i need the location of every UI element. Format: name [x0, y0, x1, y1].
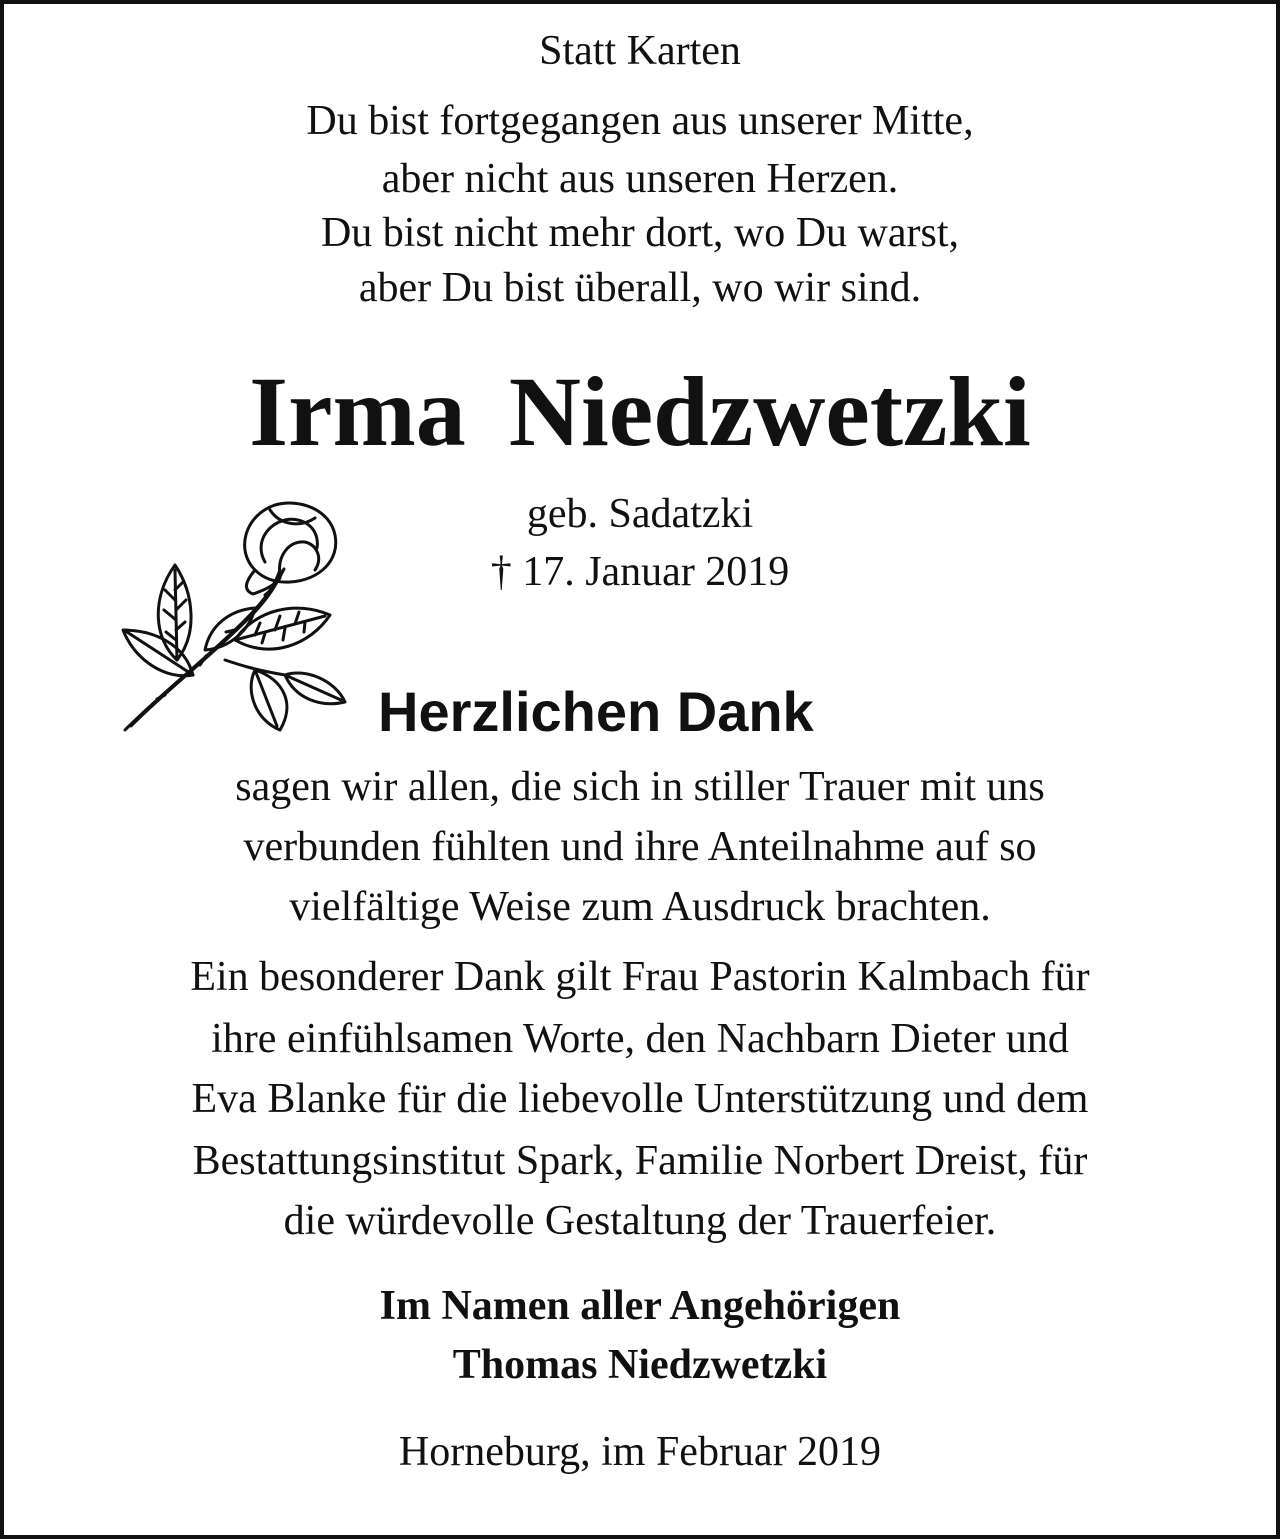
deceased-name: Irma Niedzwetzki [249, 356, 1031, 467]
poem-line-2: aber nicht aus unseren Herzen. [381, 156, 899, 202]
death-date: † 17. Januar 2019 [490, 549, 790, 595]
signature-line-2: Thomas Niedzwetzki [452, 1342, 828, 1388]
body-line-4: Ein besonderer Dank gilt Frau Pastorin Kalmbach für [190, 954, 1090, 1000]
body-line-7: Bestattungsinstitut Spark, Familie Norbert Dreist, für [192, 1138, 1088, 1184]
place-date: Horneburg, im Februar 2019 [398, 1429, 882, 1475]
header-text: Statt Karten [539, 28, 741, 74]
poem-line-1: Du bist fortgegangen aus unserer Mitte, [306, 98, 974, 144]
birth-name: geb. Sadatzki [526, 491, 754, 537]
body-line-8: die würdevolle Gestaltung der Trauerfeier. [283, 1198, 997, 1244]
body-line-6: Eva Blanke für die liebevolle Unterstützung und dem [191, 1076, 1089, 1122]
body-line-2: verbunden fühlten und ihre Anteilnahme auf so [243, 824, 1037, 870]
signature-line-1: Im Namen aller Angehörigen [379, 1283, 901, 1329]
poem-line-4: aber Du bist überall, wo wir sind. [358, 265, 922, 311]
rose-icon [105, 490, 355, 740]
body-line-1: sagen wir allen, die sich in stiller Trauer mit uns [235, 764, 1045, 810]
thanks-heading: Herzlichen Dank [378, 680, 814, 743]
body-line-5: ihre einfühlsamen Worte, den Nachbarn Dieter und [211, 1016, 1069, 1062]
body-line-3: vielfältige Weise zum Ausdruck brachten. [289, 884, 991, 930]
poem-line-3: Du bist nicht mehr dort, wo Du warst, [320, 210, 960, 256]
